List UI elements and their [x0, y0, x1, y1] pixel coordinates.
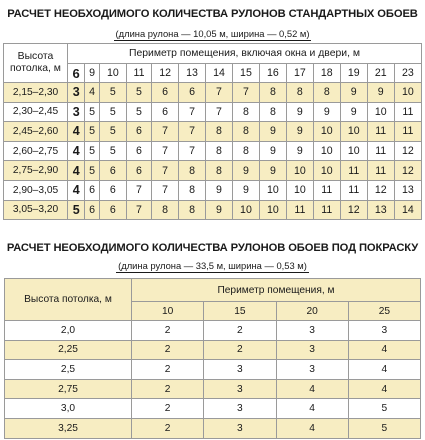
table1-cell: 10	[313, 141, 340, 161]
table1-cell: 3	[68, 102, 85, 122]
table1-cell: 5	[99, 83, 126, 103]
table2-column-header: 10	[132, 302, 204, 321]
table2-height-header: Высота потолка, м	[5, 279, 132, 321]
table1-cell: 8	[179, 180, 206, 200]
table2-cell: 2	[204, 321, 276, 341]
table1-cell: 6	[126, 161, 151, 181]
table1-column-header: 10	[99, 64, 126, 83]
table-row	[5, 340, 421, 360]
table1-column-header: 9	[85, 64, 100, 83]
table1-cell: 8	[179, 200, 206, 220]
table2-cell: 3	[276, 340, 348, 360]
table1-cell: 8	[286, 83, 313, 103]
table1-cell: 4	[68, 122, 85, 142]
table2-cell: 3	[348, 321, 420, 341]
table1-cell: 7	[179, 122, 206, 142]
table2-cell: 3	[204, 360, 276, 380]
table1-cell: 10	[394, 83, 421, 103]
table1-cell: 7	[152, 180, 179, 200]
table1-column-header: 16	[259, 64, 286, 83]
table1-height-header: Высота потолка, м	[4, 44, 68, 83]
table1-column-header: 18	[313, 64, 340, 83]
table1-cell: 5	[99, 141, 126, 161]
table2-row-height: 3,0	[5, 399, 132, 419]
table1-cell: 9	[259, 122, 286, 142]
table1-column-header: 13	[179, 64, 206, 83]
table2-row-height: 2,25	[5, 340, 132, 360]
table1-cell: 6	[126, 141, 151, 161]
table1-cell: 9	[340, 102, 367, 122]
table1-cell: 4	[85, 83, 100, 103]
table1-cell: 6	[152, 102, 179, 122]
table1-cell: 3	[68, 83, 85, 103]
table1-cell: 8	[232, 122, 259, 142]
standard-wallpaper-table	[3, 43, 422, 220]
table1-cell: 8	[232, 102, 259, 122]
table1-cell: 11	[313, 180, 340, 200]
table1-cell: 11	[367, 141, 394, 161]
table1-cell: 5	[68, 200, 85, 220]
table1-cell: 7	[126, 180, 151, 200]
table2-cell: 4	[276, 379, 348, 399]
table2-cell: 3	[204, 418, 276, 438]
table2-cell: 2	[204, 340, 276, 360]
table1-cell: 4	[68, 161, 85, 181]
table1-cell: 10	[313, 161, 340, 181]
table-row	[5, 379, 421, 399]
table1-cell: 7	[126, 200, 151, 220]
table1-cell: 10	[232, 200, 259, 220]
table2-subtitle-text: (длина рулона — 33,5 м, ширина — 0,53 м)	[118, 260, 307, 271]
table1-cell: 10	[259, 180, 286, 200]
table2-row-height: 2,0	[5, 321, 132, 341]
table1-cell: 9	[367, 83, 394, 103]
table1-cell: 11	[394, 102, 421, 122]
table1-cell: 5	[85, 161, 100, 181]
table1-cell: 9	[259, 161, 286, 181]
table1-cell: 11	[286, 200, 313, 220]
table1-cell: 12	[367, 180, 394, 200]
table2-cell: 2	[132, 321, 204, 341]
table1-cell: 8	[232, 141, 259, 161]
table1-row-height: 2,60–2,75	[4, 141, 68, 161]
table2-cell: 5	[348, 399, 420, 419]
table1-subtitle-text: (длина рулона — 10,05 м, ширина — 0,52 м)	[115, 28, 310, 39]
table1-cell: 13	[394, 180, 421, 200]
table1-column-header: 12	[152, 64, 179, 83]
table1-cell: 9	[313, 102, 340, 122]
table1-row-height: 2,15–2,30	[4, 83, 68, 103]
table1-cell: 11	[367, 161, 394, 181]
table2-cell: 4	[276, 418, 348, 438]
table2-cell: 2	[132, 360, 204, 380]
table2-cell: 3	[276, 321, 348, 341]
table1-column-header: 17	[286, 64, 313, 83]
table1-cell: 8	[313, 83, 340, 103]
table1-cell: 5	[99, 122, 126, 142]
table1-cell: 9	[232, 161, 259, 181]
table-row	[4, 180, 422, 200]
table-row	[5, 360, 421, 380]
table1-cell: 11	[367, 122, 394, 142]
table1-cell: 10	[286, 161, 313, 181]
table2-cell: 3	[276, 360, 348, 380]
table1-column-header: 21	[367, 64, 394, 83]
table1-row-height: 2,30–2,45	[4, 102, 68, 122]
table1-cell: 12	[340, 200, 367, 220]
table2-cell: 4	[348, 360, 420, 380]
table1-column-header: 14	[206, 64, 233, 83]
table1-column-header: 19	[340, 64, 367, 83]
table1-cell: 6	[99, 161, 126, 181]
table-row	[4, 102, 422, 122]
table-row	[4, 141, 422, 161]
table-row	[5, 418, 421, 438]
table1-cell: 9	[340, 83, 367, 103]
table1-cell: 7	[152, 122, 179, 142]
table2-column-header: 25	[348, 302, 420, 321]
table1-cell: 6	[126, 122, 151, 142]
table1-cell: 10	[367, 102, 394, 122]
table1-cell: 5	[85, 141, 100, 161]
table1-cell: 7	[179, 102, 206, 122]
table1-column-header: 15	[232, 64, 259, 83]
table1-cell: 7	[206, 102, 233, 122]
table-row	[5, 399, 421, 419]
table1-cell: 8	[206, 122, 233, 142]
table1-cell: 6	[99, 180, 126, 200]
table1-cell: 9	[259, 141, 286, 161]
table2-column-header: 15	[204, 302, 276, 321]
table1-row-height: 2,90–3,05	[4, 180, 68, 200]
table1-cell: 8	[206, 141, 233, 161]
table2-cell: 2	[132, 340, 204, 360]
table1-cell: 9	[286, 141, 313, 161]
table2-cell: 2	[132, 418, 204, 438]
table2-cell: 4	[348, 379, 420, 399]
table2-cell: 5	[348, 418, 420, 438]
table1-cell: 11	[394, 122, 421, 142]
table1-cell: 5	[85, 122, 100, 142]
table1-cell: 7	[206, 83, 233, 103]
table1-cell: 8	[259, 102, 286, 122]
table1-cell: 8	[206, 161, 233, 181]
table1-cell: 10	[340, 122, 367, 142]
table2-cell: 4	[348, 340, 420, 360]
table1-column-header: 23	[394, 64, 421, 83]
table1-title: РАСЧЕТ НЕОБХОДИМОГО КОЛИЧЕСТВА РУЛОНОВ СТАНДАРТНЫХ ОБОЕВ	[7, 8, 418, 20]
table1-cell: 10	[340, 141, 367, 161]
table2-perimeter-header: Периметр помещения, м	[132, 279, 421, 302]
table1-perimeter-header: Периметр помещения, включая окна и двери, м	[68, 44, 422, 64]
table1-cell: 5	[126, 83, 151, 103]
table1-row-height: 2,75–2,90	[4, 161, 68, 181]
table1-cell: 11	[340, 180, 367, 200]
table1-cell: 8	[259, 83, 286, 103]
table1-cell: 4	[68, 180, 85, 200]
table1-column-header: 11	[126, 64, 151, 83]
table1-cell: 7	[232, 83, 259, 103]
table1-cell: 13	[367, 200, 394, 220]
table2-subtitle	[0, 260, 425, 271]
table1-cell: 5	[85, 102, 100, 122]
table2-cell: 2	[132, 379, 204, 399]
table1-row-height: 3,05–3,20	[4, 200, 68, 220]
table1-cell: 12	[394, 161, 421, 181]
table1-cell: 6	[99, 200, 126, 220]
table-row	[4, 83, 422, 103]
table-row	[4, 161, 422, 181]
table1-cell: 9	[206, 180, 233, 200]
table1-cell: 14	[394, 200, 421, 220]
table1-cell: 10	[286, 180, 313, 200]
table2-row-height: 3,25	[5, 418, 132, 438]
table-row	[5, 321, 421, 341]
table2-title: РАСЧЕТ НЕОБХОДИМОГО КОЛИЧЕСТВА РУЛОНОВ ОБОЕВ ПОД ПОКРАСКУ	[6, 242, 419, 254]
table1-row-height: 2,45–2,60	[4, 122, 68, 142]
table2-cell: 3	[204, 399, 276, 419]
table1-cell: 6	[85, 180, 100, 200]
table1-cell: 9	[206, 200, 233, 220]
paintable-wallpaper-table	[4, 278, 421, 439]
table1-column-header: 6	[68, 64, 85, 83]
table1-subtitle	[0, 28, 425, 39]
table1-cell: 10	[259, 200, 286, 220]
table1-cell: 7	[152, 141, 179, 161]
table1-cell: 7	[152, 161, 179, 181]
table1-cell: 6	[179, 83, 206, 103]
table1-cell: 9	[232, 180, 259, 200]
table1-cell: 10	[313, 122, 340, 142]
table1-cell: 9	[286, 122, 313, 142]
table1-cell: 7	[179, 141, 206, 161]
table1-cell: 12	[394, 141, 421, 161]
table1-cell: 6	[85, 200, 100, 220]
table-row	[4, 200, 422, 220]
table1-cell: 5	[99, 102, 126, 122]
table1-cell: 8	[152, 200, 179, 220]
table1-cell: 11	[340, 161, 367, 181]
table1-cell: 9	[286, 102, 313, 122]
table2-cell: 3	[204, 379, 276, 399]
table2-column-header: 20	[276, 302, 348, 321]
table-row	[4, 122, 422, 142]
table1-cell: 11	[313, 200, 340, 220]
table2-row-height: 2,75	[5, 379, 132, 399]
table1-cell: 5	[126, 102, 151, 122]
table1-cell: 4	[68, 141, 85, 161]
table2-cell: 2	[132, 399, 204, 419]
table1-cell: 8	[179, 161, 206, 181]
table1-cell: 6	[152, 83, 179, 103]
table2-cell: 4	[276, 399, 348, 419]
table2-row-height: 2,5	[5, 360, 132, 380]
